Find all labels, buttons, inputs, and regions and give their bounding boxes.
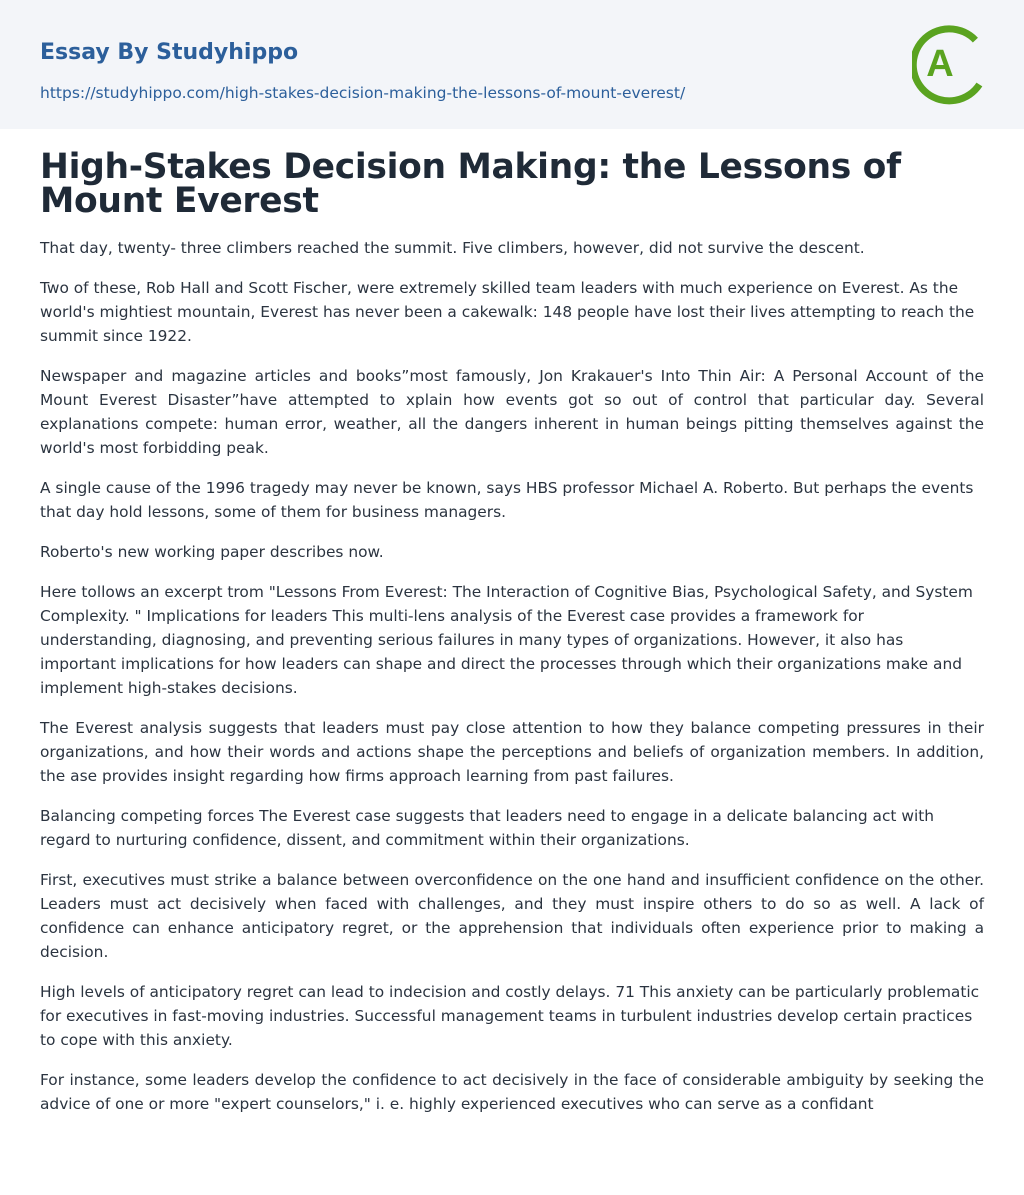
studyhippo-logo-icon[interactable] xyxy=(912,18,988,106)
essay-paragraph: High levels of anticipatory regret can lead to indecision and costly delays. 71 This anxiety can be particularly problematic for executives in fast-moving industries. Successful management teams in turbulent industries develop certain practices to cope with this anxiety. xyxy=(40,983,980,1049)
essay-paragraph: Newspaper and magazine articles and books”most famously, Jon Krakauer's Into Thin Air: A Personal Account of the Mount Everest Disaster”have attempted to xplain how events got so out of control that particular day. Several explanations compete: human error, weather, all the dangers inherent in human beings pitting themselves against the world's most forbidding peak. xyxy=(40,367,984,457)
essay-paragraph: A single cause of the 1996 tragedy may never be known, says HBS professor Michael A. Roberto. But perhaps the events that day hold lessons, some of them for business managers. xyxy=(40,479,974,521)
logo-letter: A xyxy=(926,43,954,85)
essay-paragraph: That day, twenty- three climbers reached the summit. Five climbers, however, did not survive the descent. xyxy=(40,239,865,257)
site-header xyxy=(0,0,1024,129)
essay-content xyxy=(40,147,984,1116)
essay-title: High-Stakes Decision Making: the Lessons of Mount Everest xyxy=(40,147,901,221)
essay-paragraph: The Everest analysis suggests that leaders must pay close attention to how they balance competing pressures in their organizations, and how their words and actions shape the perceptions and beliefs of organization members. In addition, the ase provides insight regarding how firms approach learning from past failures. xyxy=(40,719,984,785)
essay-paragraph: Here tollows an excerpt trom "Lessons From Everest: The Interaction of Cognitive Bias, Psychological Safety, and System Complexity. " Implications for leaders This multi-lens analysis of the Everest case provides a framework for understanding, diagnosing, and preventing serious failures in many types of organizations. However, it also has important implications for how leaders can shape and direct the processes through which their organizations make and implement high-stakes decisions. xyxy=(40,583,973,697)
essay-paragraph: Roberto's new working paper describes now. xyxy=(40,543,384,561)
essay-paragraph: First, executives must strike a balance between overconfidence on the one hand and insufficient confidence on the other. Leaders must act decisively when faced with challenges, and they must inspire others to do so as well. A lack of confidence can enhance anticipatory regret, or the apprehension that individuals often experience prior to making a decision. xyxy=(40,871,984,961)
site-brand[interactable]: Essay By Studyhippo xyxy=(40,40,299,65)
essay-paragraph: Balancing competing forces The Everest case suggests that leaders need to engage in a delicate balancing act with regard to nurturing confidence, dissent, and commitment within their organizations. xyxy=(40,807,935,849)
source-url-link[interactable]: https://studyhippo.com/high-stakes-decision-making-the-lessons-of-mount-everest/ xyxy=(40,84,686,102)
essay-paragraph: For instance, some leaders develop the confidence to act decisively in the face of considerable ambiguity by seeking the advice of one or more "expert counselors," i. e. highly experienced executives who can serve as a confidant xyxy=(40,1071,984,1113)
essay-paragraph: Two of these, Rob Hall and Scott Fischer, were extremely skilled team leaders with much experience on Everest. As the world's mightiest mountain, Everest has never been a cakewalk: 148 people have lost their lives attempting to reach the summit since 1922. xyxy=(40,279,975,345)
